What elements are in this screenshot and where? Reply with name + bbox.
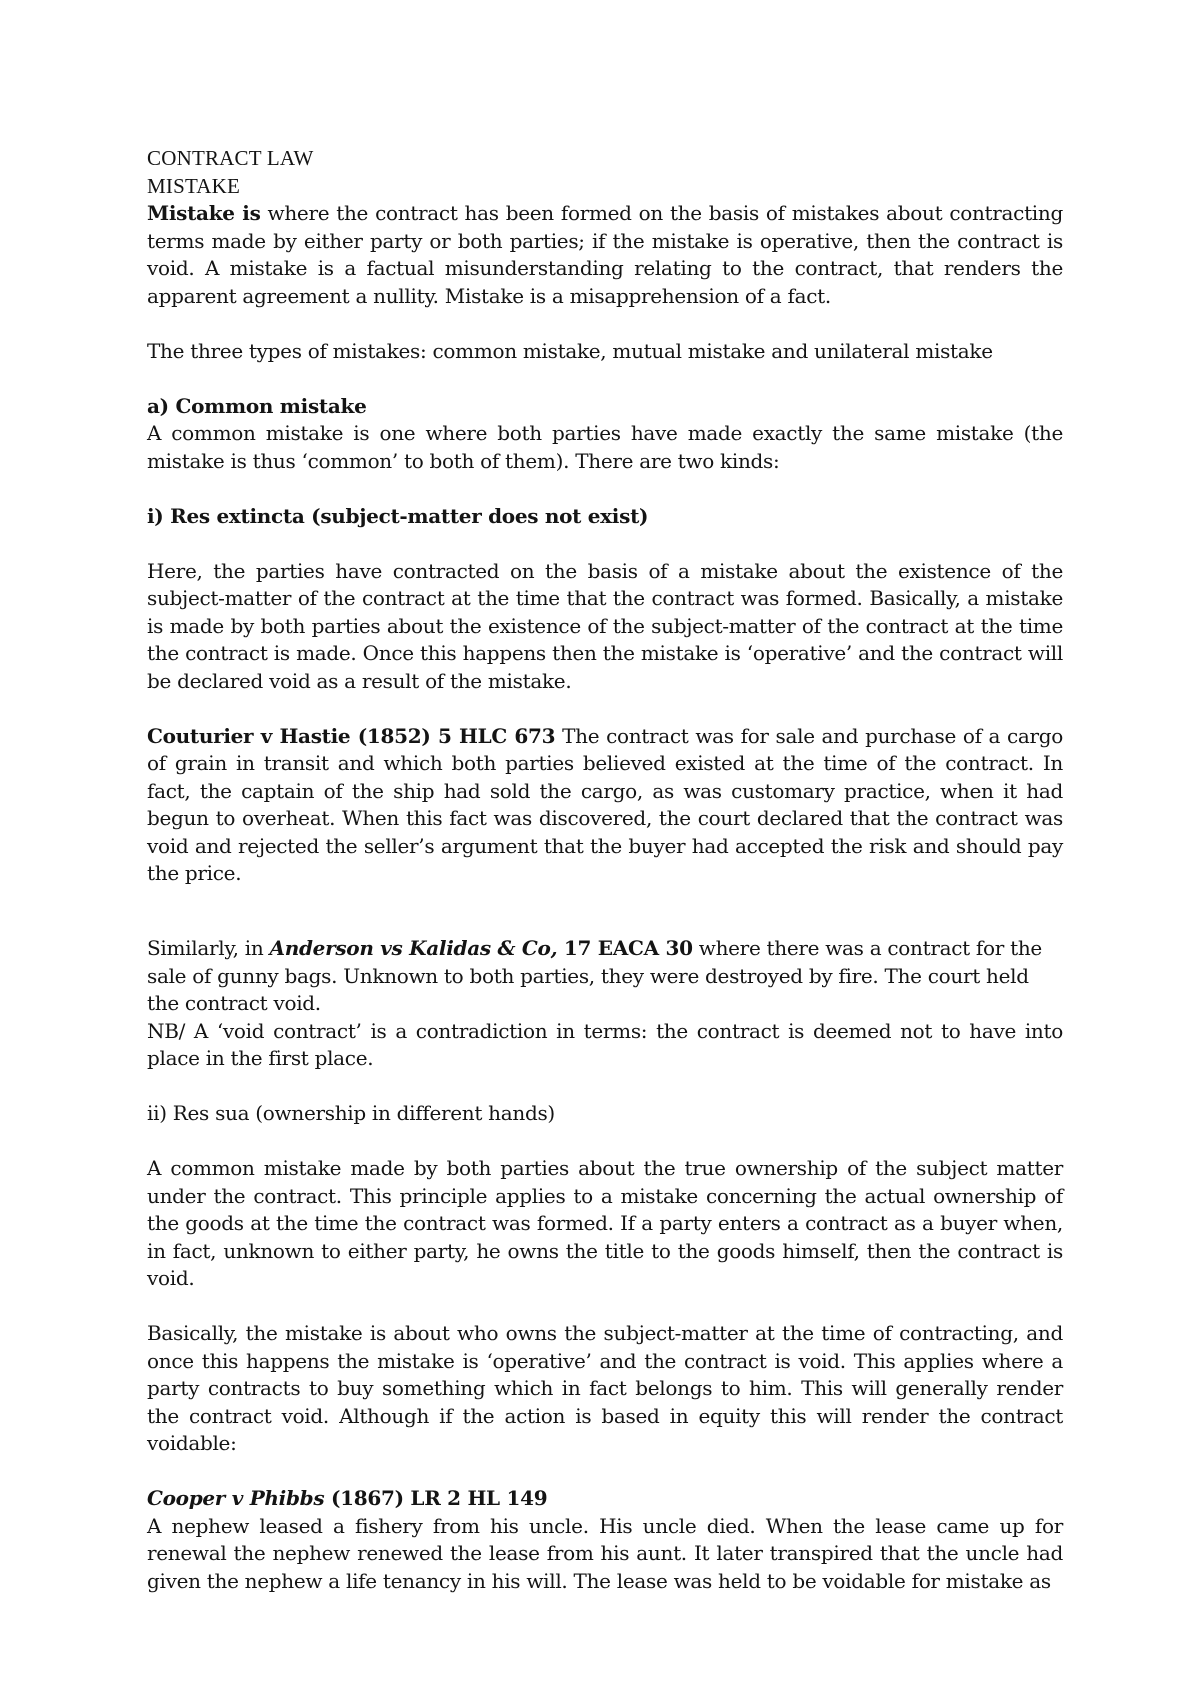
anderson-paragraph [147, 935, 1063, 1018]
res-sua-paragraph: A common mistake made by both parties about the true ownership of the subject matter under the contract. This principle applies to a mistake concerning the actual ownership of the goods at the time the contract was formed. If a party enters a contract as a buyer when, in fact, unknown to either party, he owns the title to the goods himself, then the contract is void. [147, 1156, 1063, 1290]
res-extincta-paragraph: Here, the parties have contracted on the basis of a mistake about the existence of the subject-matter of the contract at the time that the contract was formed. Basically, a mistake is made by both parties about the existence of the subject-matter of the contract at the time the contract is made. Once this happens then the mistake is ‘operative’ and the contract will be declared void as a result of the mistake. [147, 558, 1063, 693]
common-mistake-paragraph: A common mistake is one where both parties have made exactly the same mistake (the mistake is thus ‘common’ to both of them). There are two kinds: [147, 421, 1063, 473]
common-mistake-heading: a) Common mistake [147, 393, 367, 418]
document-subtitle: MISTAKE [147, 173, 241, 198]
intro-paragraph [147, 200, 1063, 310]
couturier-case-name: Couturier v Hastie (1852) 5 HLC 673 [147, 723, 556, 748]
basically-paragraph: Basically, the mistake is about who owns the subject-matter at the time of contracting, and once this happens the mistake is ‘operative’ and the contract is void. This applies where a party contracts to buy something which in fact belongs to him. This will generally render the contract void. Although if the action is based in equity this will render the contract voidable: [147, 1321, 1063, 1455]
anderson-citation: 17 EACA 30 [557, 936, 693, 960]
couturier-paragraph [147, 723, 1063, 888]
document-title: CONTRACT LAW [147, 146, 314, 170]
cooper-heading [147, 1485, 1063, 1513]
cooper-case-name: Cooper v Phibbs [147, 1486, 325, 1510]
anderson-pre: Similarly, in [147, 936, 270, 960]
intro-lead: Mistake is [147, 201, 261, 225]
types-paragraph: The three types of mistakes: common mistake, mutual mistake and unilateral mistake [147, 338, 993, 363]
document-body [147, 145, 1063, 1595]
anderson-case-name: Anderson vs Kalidas & Co, [269, 936, 558, 960]
res-extincta-heading: i) Res extincta (subject-matter does not exist) [147, 503, 649, 528]
cooper-citation: (1867) LR 2 HL 149 [324, 1486, 548, 1510]
intro-text: where the contract has been formed on the basis of mistakes about contracting terms made by either party or both parties; if the mistake is operative, then the contract is void. A mistake is a factual misunderstanding relating to the contract, that renders the apparent agreement a nullity. Mistake is a misapprehension of a fact. [147, 201, 1063, 308]
nb-paragraph: NB/ A ‘void contract’ is a contradiction in terms: the contract is deemed not to have into place in the first place. [147, 1018, 1063, 1070]
cooper-paragraph: A nephew leased a fishery from his uncle. His uncle died. When the lease came up for renewal the nephew renewed the lease from his aunt. It later transpired that the uncle had given the nephew a life tenancy in his will. The lease was held to be voidable for mistake as [147, 1513, 1063, 1593]
res-sua-heading: ii) Res sua (ownership in different hands) [147, 1101, 555, 1125]
anderson-text: where there was a contract for the sale of gunny bags. Unknown to both parties, they were destroyed by fire. The court held the contract void. [147, 936, 1042, 1015]
couturier-text: The contract was for sale and purchase of a cargo of grain in transit and which both parties believed existed at the time of the contract. In fact, the captain of the ship had sold the cargo, as was customary practice, when it had begun to overheat. When this fact was discovered, the court declared that the contract was void and rejected the seller’s argument that the buyer had accepted the risk and should pay the price. [147, 723, 1063, 885]
